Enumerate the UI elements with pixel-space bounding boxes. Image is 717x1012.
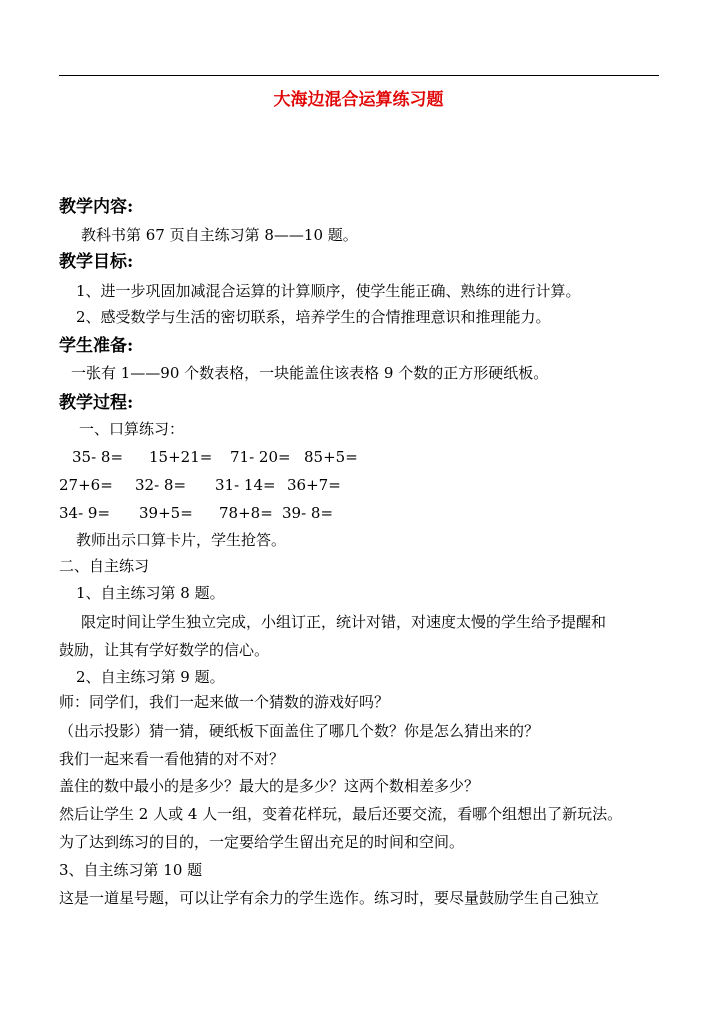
step-self-practice: 二、自主练习 xyxy=(59,557,150,575)
oral-problem: 15+21= xyxy=(149,448,213,466)
exercise-9-line: 我们一起来看一看他猜的对不对？ xyxy=(59,750,285,768)
content-heading: 教学内容: xyxy=(59,197,134,217)
process-heading: 教学过程: xyxy=(59,393,134,413)
exercise-10-line: 这是一道星号题，可以让学有余力的学生选作。练习时，要尽量鼓励学生自己独立 xyxy=(59,889,600,907)
oral-problem: 71- 20= xyxy=(230,448,291,466)
card-text: 教师出示口算卡片，学生抢答。 xyxy=(76,531,287,549)
goal-1: 1、进一步巩固加减混合运算的计算顺序，使学生能正确、熟练的进行计算。 xyxy=(76,282,581,300)
prep-heading: 学生准备: xyxy=(59,336,134,356)
exercise-9-line: （出示投影）猜一猜，硬纸板下面盖住了哪几个数？你是怎么猜出来的？ xyxy=(59,722,540,740)
exercise-9-line: 然后让学生 2 人或 4 人一组，变着花样玩，最后还要交流，看哪个组想出了新玩法。 xyxy=(59,805,623,823)
goals-heading: 教学目标: xyxy=(59,252,134,272)
exercise-9-line: 为了达到练习的目的，一定要给学生留出充足的时间和空间。 xyxy=(59,833,465,851)
exercise-8-line: 限定时间让学生独立完成，小组订正，统计对错，对速度太慢的学生给予提醒和 xyxy=(81,613,607,631)
oral-problem: 34- 9= xyxy=(59,504,111,522)
oral-problem: 85+5= xyxy=(304,448,358,466)
oral-problem: 39+5= xyxy=(139,504,193,522)
oral-problem: 36+7= xyxy=(287,476,341,494)
content-text: 教科书第 67 页自主练习第 8——10 题。 xyxy=(81,226,358,244)
exercise-9-line: 盖住的数中最小的是多少？最大的是多少？这两个数相差多少？ xyxy=(59,777,480,795)
step-oral-practice: 一、口算练习： xyxy=(79,420,185,438)
exercise-9-label: 2、自主练习第 9 题。 xyxy=(76,668,225,686)
oral-problem: 27+6= xyxy=(59,476,113,494)
oral-problem: 39- 8= xyxy=(282,504,334,522)
oral-problem: 31- 14= xyxy=(215,476,276,494)
prep-text: 一张有 1——90 个数表格，一块能盖住该表格 9 个数的正方形硬纸板。 xyxy=(71,364,549,382)
exercise-10-label: 3、自主练习第 10 题 xyxy=(59,861,203,879)
oral-problem: 78+8= xyxy=(219,504,273,522)
exercise-8-label: 1、自主练习第 8 题。 xyxy=(76,584,225,602)
exercise-8-line: 鼓励，让其有学好数学的信心。 xyxy=(59,641,270,659)
header-rule xyxy=(59,75,659,76)
document-title: 大海边混合运算练习题 xyxy=(273,90,444,110)
oral-problem: 35- 8= xyxy=(72,448,124,466)
goal-2: 2、感受数学与生活的密切联系，培养学生的合情推理意识和推理能力。 xyxy=(76,308,551,326)
exercise-9-line: 师：同学们，我们一起来做一个猜数的游戏好吗？ xyxy=(59,693,390,711)
oral-problem: 32- 8= xyxy=(135,476,187,494)
